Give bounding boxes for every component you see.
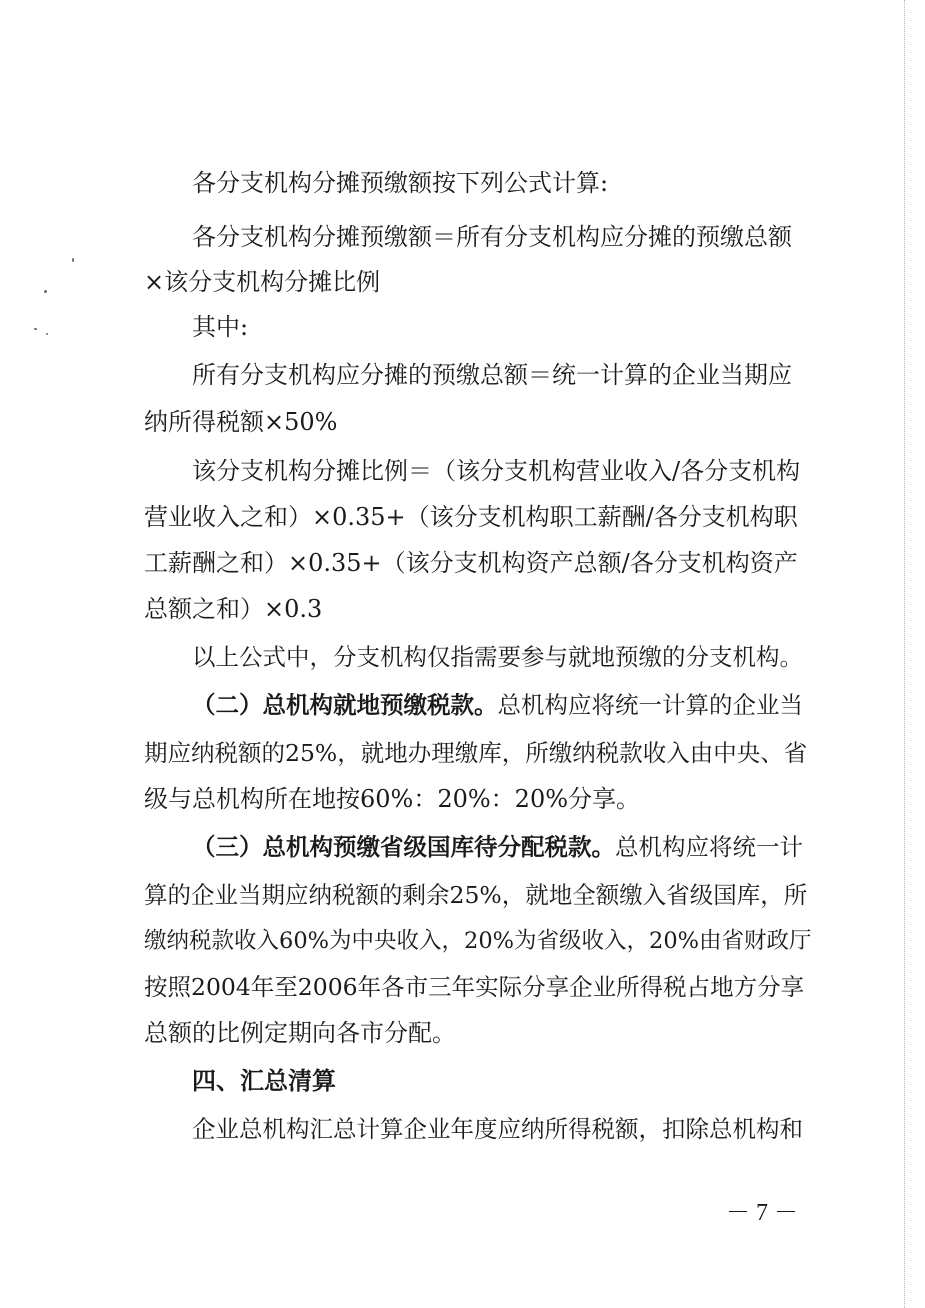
body-line: 其中: (192, 313, 249, 341)
section-2-text: 总机构应将统一计算的企业当 (497, 691, 803, 719)
body-line: 按照2004年至2006年各市三年实际分享企业所得税占地方分享 (144, 973, 805, 1001)
body-line: 各分支机构分摊预缴额＝所有分支机构应分摊的预缴总额 (192, 223, 792, 251)
scan-speck (72, 258, 74, 262)
scan-speck (46, 333, 48, 335)
section-4-heading: 四、汇总清算 (192, 1066, 336, 1095)
scan-speck (34, 328, 37, 330)
page-number: －7－ (726, 1200, 804, 1226)
body-line: 算的企业当期应纳税额的剩余25%，就地全额缴入省级国库，所 (144, 881, 808, 909)
body-line: 期应纳税额的25%，就地办理缴库，所缴纳税款收入由中央、省 (144, 739, 808, 767)
body-line: 总额的比例定期向各市分配。 (144, 1019, 456, 1047)
scan-speck (44, 290, 47, 293)
section-3-text: 总机构应将统一计 (615, 833, 803, 861)
body-line: 工薪酬之和）×0.35+（该分支机构资产总额/各分支机构资产 (144, 549, 798, 577)
body-line: 级与总机构所在地按60%：20%：20%分享。 (144, 785, 641, 813)
scan-edge-line (904, 0, 905, 1308)
section-3-first-line (192, 832, 803, 862)
body-line: 营业收入之和）×0.35+（该分支机构职工薪酬/各分支机构职 (144, 503, 798, 531)
body-line: 各分支机构分摊预缴额按下列公式计算: (192, 169, 609, 197)
body-line: 所有分支机构应分摊的预缴总额＝统一计算的企业当期应 (192, 361, 792, 389)
body-line: ×该分支机构分摊比例 (144, 268, 381, 296)
body-line: 该分支机构分摊比例＝（该分支机构营业收入/各分支机构 (192, 457, 801, 485)
body-line: 以上公式中，分支机构仅指需要参与就地预缴的分支机构。 (192, 643, 803, 671)
body-line: 纳所得税额×50% (144, 408, 338, 436)
section-2-heading: （二）总机构就地预缴税款。 (192, 691, 498, 719)
body-line: 企业总机构汇总计算企业年度应纳所得税额，扣除总机构和 (192, 1115, 803, 1143)
body-line: 缴纳税款收入60%为中央收入，20%为省级收入，20%由省财政厅 (144, 928, 812, 954)
section-3-heading: （三）总机构预缴省级国库待分配税款。 (192, 833, 615, 861)
body-line: 总额之和）×0.3 (144, 595, 323, 623)
section-2-first-line (192, 690, 803, 720)
